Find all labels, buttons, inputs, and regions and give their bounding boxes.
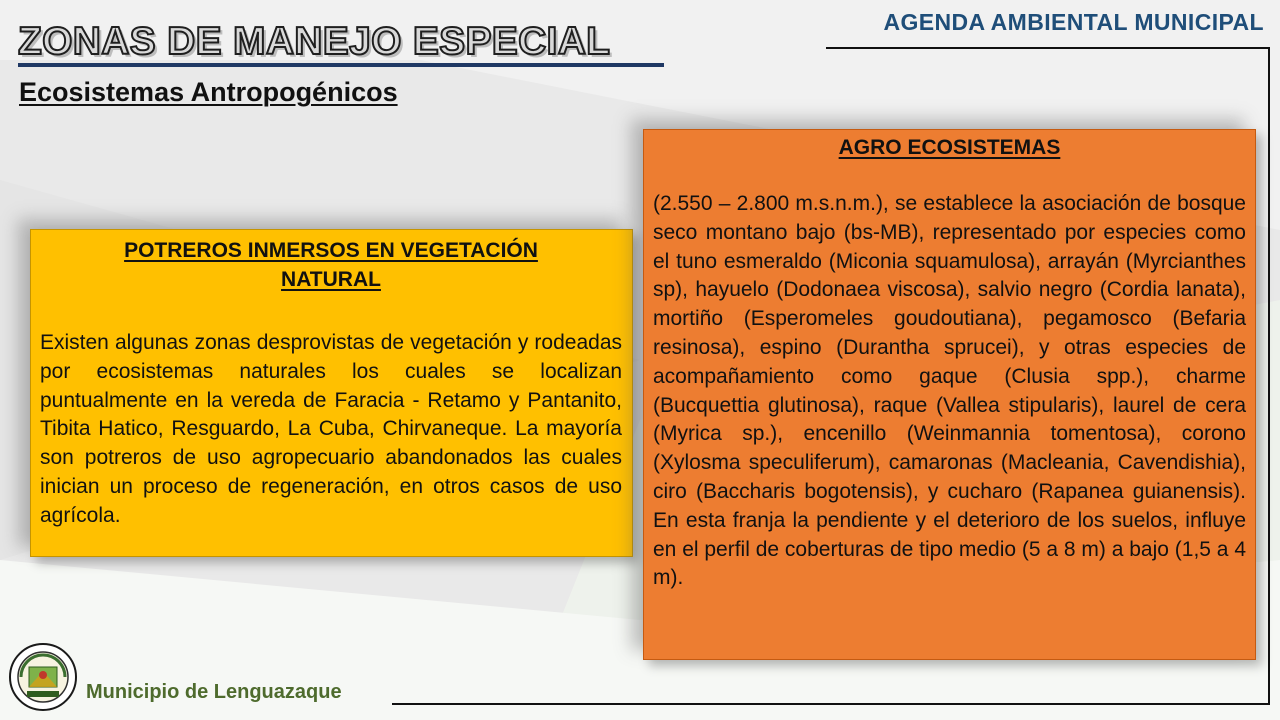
frame-line-right <box>1268 47 1270 705</box>
page-title: ZONAS DE MANEJO ESPECIAL <box>18 20 611 63</box>
agro-title: AGRO ECOSISTEMAS <box>838 136 1061 159</box>
agro-text: (2.550 – 2.800 m.s.n.m.), se establece la asociación de bosque seco montano bajo (bs-MB), representado por especies como el tuno esmeraldo (Miconia squamulosa), arrayán (Myrcianthes sp), hayuelo (Dodonaea viscosa), salvio negro (Cordia lanata), mortiño (Esperomeles goudoutiana), pegamosco (Befaria resinosa), espino (Durantha sprucei), y otras especies de acompañamiento como gaque (Clusia spp.), charme (Bucquettia glutinosa), raque (Vallea stipularis), laurel de cera (Myrica sp.), encenillo (Weinmannia tomentosa), corono (Xylosma speculiferum), camaronas (Macleania, Cavendishia), ciro (Baccharis bogotensis), y cucharo (Rapanea guianensis). En esta franja la pendiente y el deterioro de los suelos, influye en el perfil de coberturas de tipo medio (5 a 8 m) a bajo (1,5 a 4 m). <box>653 192 1247 590</box>
municipal-seal-icon <box>9 643 77 711</box>
frame-line-top <box>826 47 1270 49</box>
page-subtitle: Ecosistemas Antropogénicos <box>19 77 398 107</box>
frame-line-bottom <box>392 703 1270 705</box>
potreros-box <box>30 229 633 557</box>
agro-box <box>643 129 1256 660</box>
potreros-title: POTREROS INMERSOS EN VEGETACIÓN NATURAL <box>124 239 538 291</box>
municipio-label: Municipio de Lenguazaque <box>86 681 342 703</box>
potreros-text: Existen algunas zonas desprovistas de vegetación y rodeadas por ecosistemas naturales los cuales se localizan puntualmente en la vereda de Faracia - Retamo y Pantanito, Tibita Hatico, Resguardo, La Cuba, Chirvaneque. La mayoría son potreros de uso agropecuario abandonados las cuales inician un proceso de regeneración, en otros casos de uso agrícola. <box>40 331 622 527</box>
title-underline <box>18 63 664 67</box>
agenda-heading: AGENDA AMBIENTAL MUNICIPAL <box>883 9 1264 35</box>
